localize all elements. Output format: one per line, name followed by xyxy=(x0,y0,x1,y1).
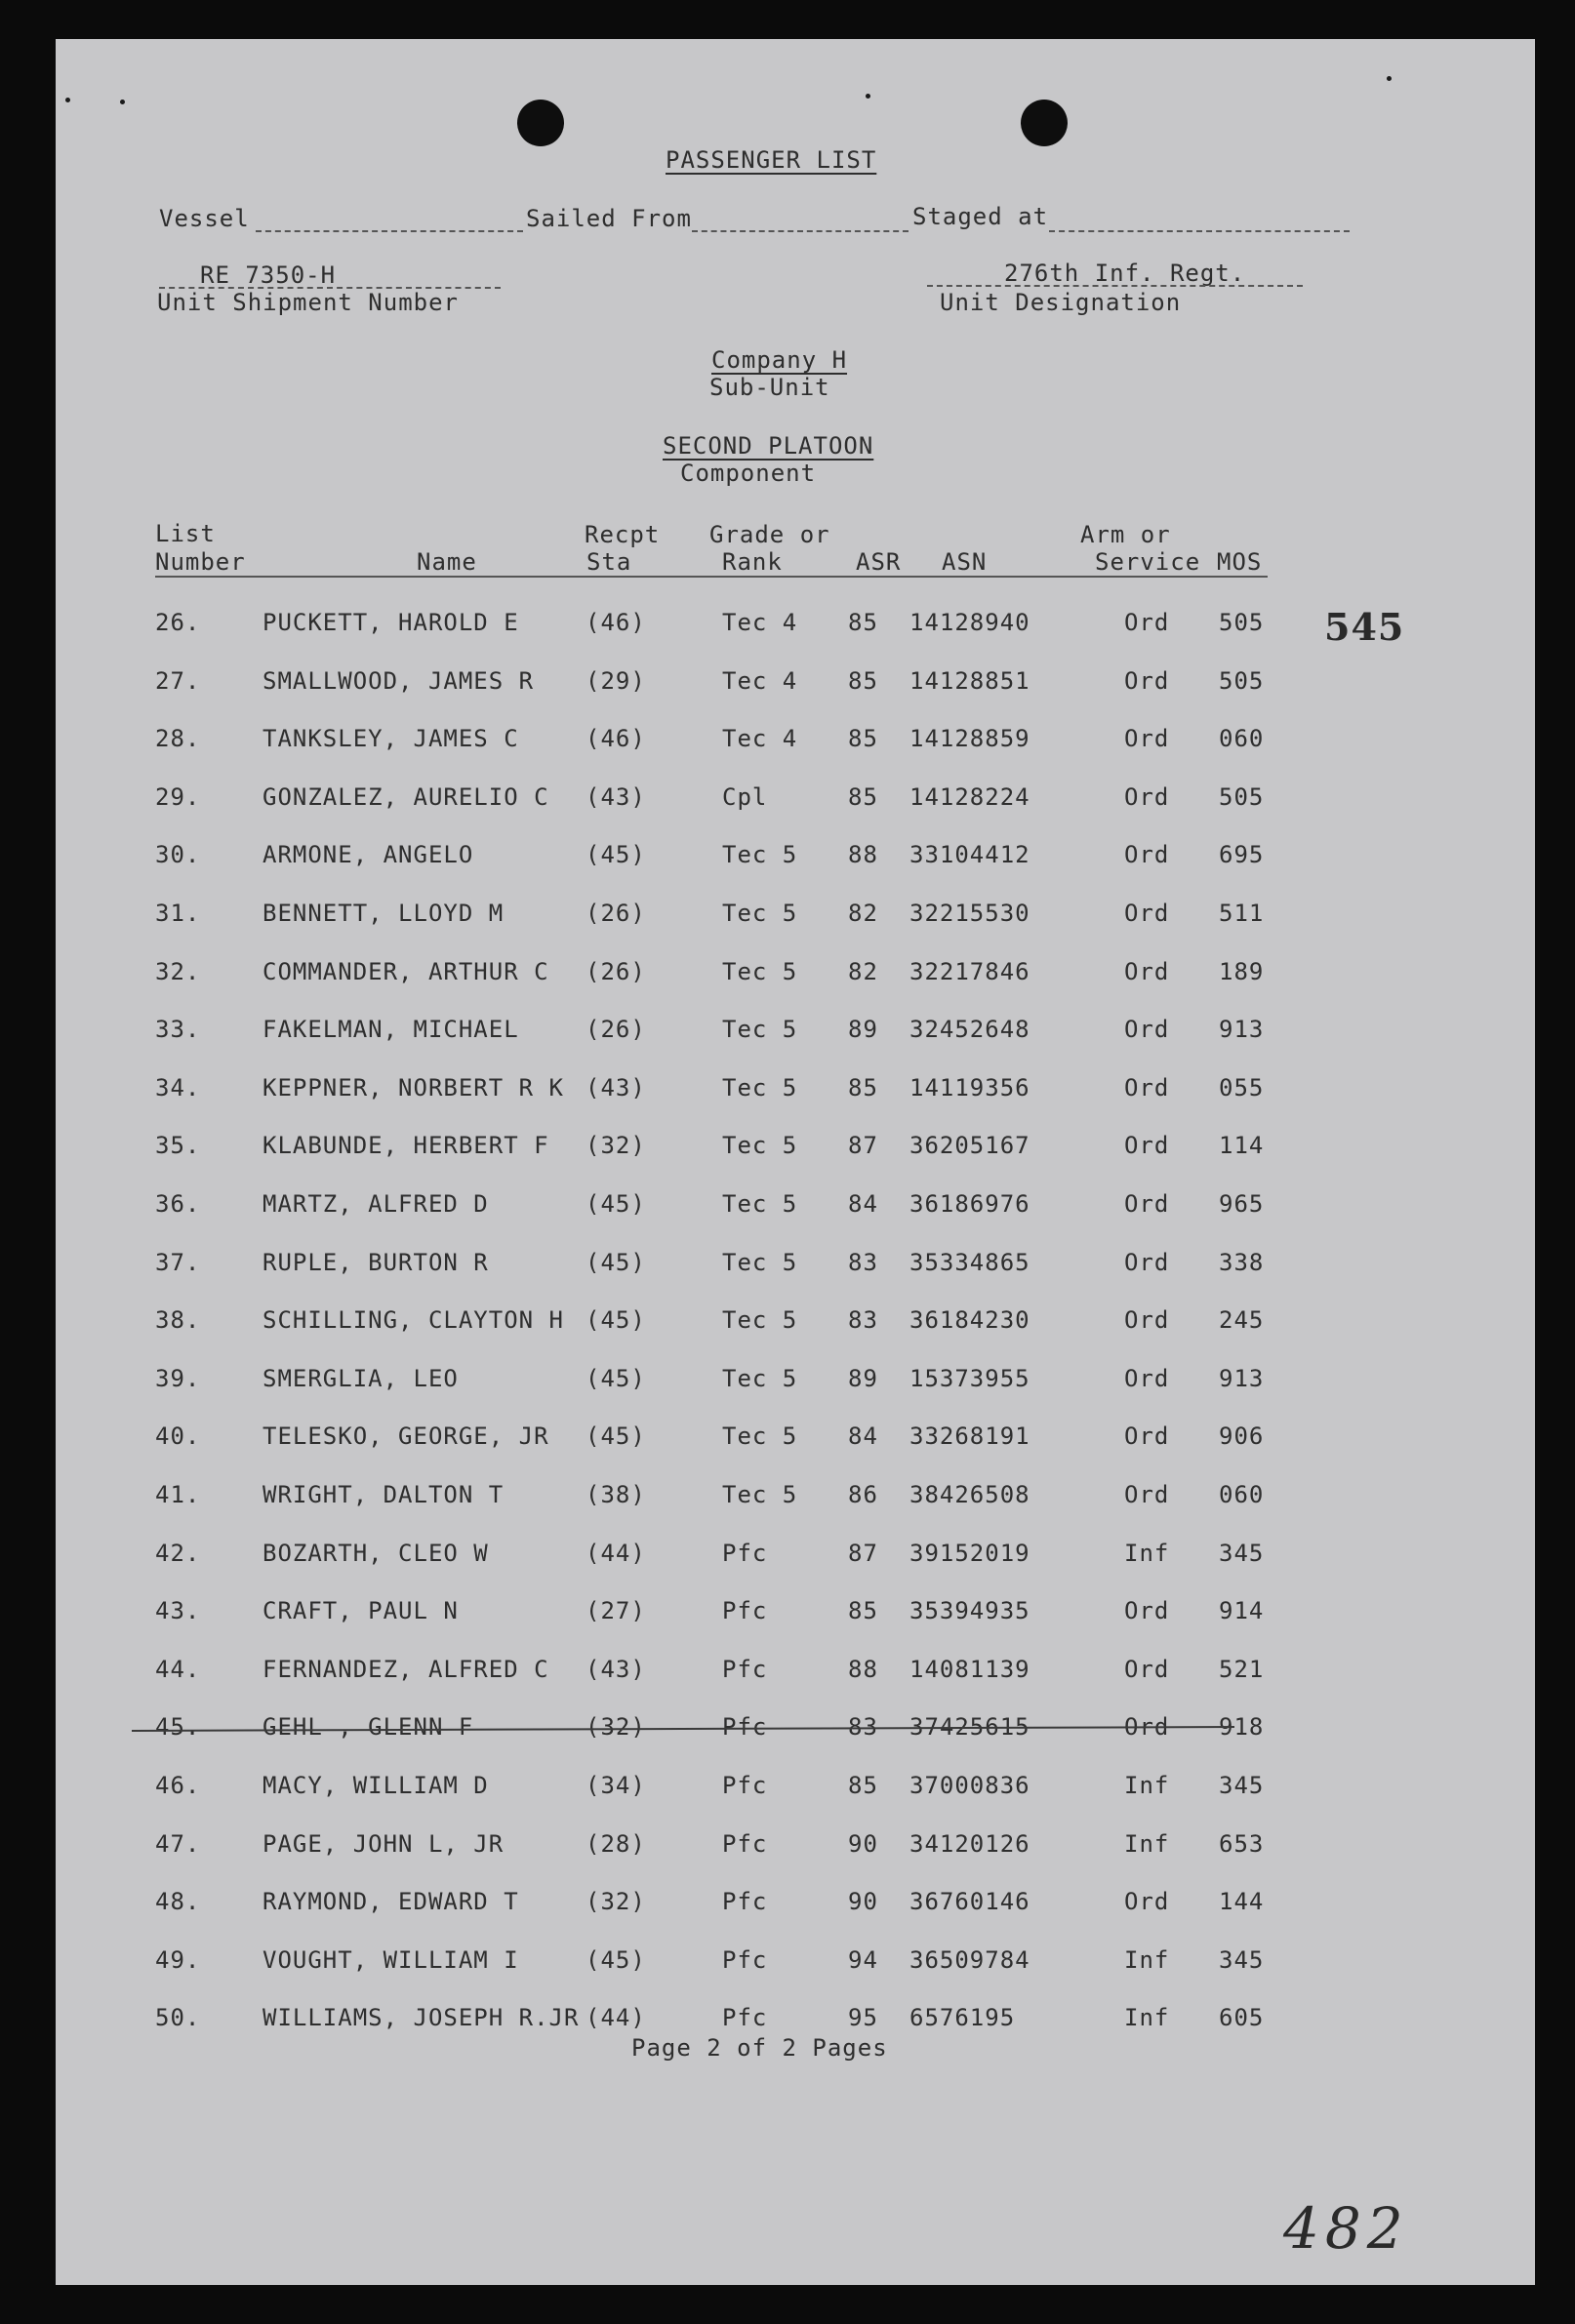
asr-score: 87 xyxy=(848,1132,878,1160)
mos-code: 965 xyxy=(1219,1190,1265,1218)
arm-service: Ord xyxy=(1124,1655,1170,1683)
staged-at-blank xyxy=(1049,230,1350,232)
document-page xyxy=(56,39,1535,2285)
table-row xyxy=(56,719,1535,758)
arm-service: Ord xyxy=(1124,1364,1170,1392)
table-row xyxy=(56,1824,1535,1863)
serial-number: 36186976 xyxy=(909,1190,1030,1218)
mos-code: 695 xyxy=(1219,841,1265,869)
recpt-station: (27) xyxy=(586,1597,646,1625)
table-row xyxy=(56,952,1535,991)
col-arm-top: Arm or xyxy=(1080,521,1171,548)
asr-score: 83 xyxy=(848,1713,878,1742)
asr-score: 82 xyxy=(848,957,878,985)
col-name: Name xyxy=(417,548,477,576)
recpt-station: (28) xyxy=(586,1829,646,1858)
serial-number: 36205167 xyxy=(909,1132,1030,1160)
table-row xyxy=(56,1998,1535,2037)
passenger-name: TANKSLEY, JAMES C xyxy=(262,725,519,753)
serial-number: 14128224 xyxy=(909,782,1030,811)
grade-rank: Pfc xyxy=(722,1539,768,1567)
mos-code: 918 xyxy=(1219,1713,1265,1742)
passenger-name: FAKELMAN, MICHAEL xyxy=(262,1016,519,1044)
asr-score: 85 xyxy=(848,609,878,636)
arm-service: Inf xyxy=(1124,1945,1170,1974)
col-asn: ASN xyxy=(942,548,988,576)
serial-number: 33268191 xyxy=(909,1422,1030,1451)
recpt-station: (32) xyxy=(586,1132,646,1160)
asr-score: 84 xyxy=(848,1422,878,1451)
passenger-name: BENNETT, LLOYD M xyxy=(262,900,505,927)
passenger-name: PUCKETT, HAROLD E xyxy=(262,609,519,636)
serial-number: 14128859 xyxy=(909,725,1030,753)
unit-designation-label: Unit Designation xyxy=(940,289,1182,316)
arm-service: Ord xyxy=(1124,1888,1170,1916)
mos-code: 144 xyxy=(1219,1888,1265,1916)
asr-score: 89 xyxy=(848,1016,878,1044)
arm-service: Ord xyxy=(1124,1597,1170,1625)
arm-service: Ord xyxy=(1124,609,1170,636)
grade-rank: Tec 5 xyxy=(722,1364,798,1392)
passenger-name: GONZALEZ, AURELIO C xyxy=(262,782,549,811)
recpt-station: (29) xyxy=(586,666,646,695)
table-row xyxy=(56,1766,1535,1805)
grade-rank: Tec 5 xyxy=(722,841,798,869)
passenger-name: BOZARTH, CLEO W xyxy=(262,1539,489,1567)
arm-service: Ord xyxy=(1124,666,1170,695)
row-number: 35. xyxy=(155,1132,201,1160)
col-mos: MOS xyxy=(1217,548,1263,576)
serial-number: 32215530 xyxy=(909,900,1030,927)
table-row xyxy=(56,1534,1535,1573)
staged-at-label: Staged at xyxy=(912,203,1049,230)
mos-code: 511 xyxy=(1219,900,1265,927)
unit-shipment-number: RE 7350-H xyxy=(200,261,337,289)
table-row xyxy=(56,1882,1535,1921)
mos-code: 653 xyxy=(1219,1829,1265,1858)
mos-code: 060 xyxy=(1219,1481,1265,1508)
arm-service: Ord xyxy=(1124,1422,1170,1451)
recpt-station: (44) xyxy=(586,2004,646,2032)
arm-service: Inf xyxy=(1124,2004,1170,2032)
asr-score: 85 xyxy=(848,1073,878,1102)
mos-code: 345 xyxy=(1219,1772,1265,1799)
unit-designation: 276th Inf. Regt. xyxy=(1004,260,1246,287)
row-number: 34. xyxy=(155,1073,201,1102)
row-number: 50. xyxy=(155,2004,201,2032)
serial-number: 14081139 xyxy=(909,1655,1030,1683)
recpt-station: (45) xyxy=(586,1945,646,1974)
speck xyxy=(1387,76,1392,81)
recpt-station: (45) xyxy=(586,841,646,869)
arm-service: Ord xyxy=(1124,1190,1170,1218)
asr-score: 85 xyxy=(848,782,878,811)
grade-rank: Tec 4 xyxy=(722,666,798,695)
serial-number: 36184230 xyxy=(909,1306,1030,1335)
mos-code: 913 xyxy=(1219,1364,1265,1392)
sailed-from-label: Sailed From xyxy=(526,205,692,232)
passenger-name: CRAFT, PAUL N xyxy=(262,1597,459,1625)
col-asr: ASR xyxy=(856,548,902,576)
row-number: 32. xyxy=(155,957,201,985)
row-number: 39. xyxy=(155,1364,201,1392)
serial-number: 33104412 xyxy=(909,841,1030,869)
mos-code: 060 xyxy=(1219,725,1265,753)
arm-service: Ord xyxy=(1124,957,1170,985)
recpt-station: (43) xyxy=(586,1073,646,1102)
recpt-station: (26) xyxy=(586,900,646,927)
col-list-top: List xyxy=(155,520,216,547)
recpt-station: (32) xyxy=(586,1888,646,1916)
serial-number: 6576195 xyxy=(909,2004,1016,2032)
asr-score: 88 xyxy=(848,1655,878,1683)
mos-code: 345 xyxy=(1219,1945,1265,1974)
grade-rank: Pfc xyxy=(722,1888,768,1916)
table-row xyxy=(56,1417,1535,1456)
arm-service: Ord xyxy=(1124,1016,1170,1044)
recpt-station: (45) xyxy=(586,1306,646,1335)
row-number: 48. xyxy=(155,1888,201,1916)
table-row xyxy=(56,1301,1535,1340)
recpt-station: (46) xyxy=(586,725,646,753)
row-number: 27. xyxy=(155,666,201,695)
grade-rank: Pfc xyxy=(722,1772,768,1799)
table-row xyxy=(56,1068,1535,1107)
recpt-station: (45) xyxy=(586,1422,646,1451)
row-number: 40. xyxy=(155,1422,201,1451)
asr-score: 83 xyxy=(848,1306,878,1335)
row-number: 38. xyxy=(155,1306,201,1335)
passenger-name: RAYMOND, EDWARD T xyxy=(262,1888,519,1916)
speck xyxy=(866,94,870,99)
asr-score: 86 xyxy=(848,1481,878,1508)
recpt-station: (46) xyxy=(586,609,646,636)
speck xyxy=(65,98,70,102)
grade-rank: Pfc xyxy=(722,1713,768,1742)
mos-code: 189 xyxy=(1219,957,1265,985)
recpt-station: (26) xyxy=(586,1016,646,1044)
mos-code: 114 xyxy=(1219,1132,1265,1160)
col-list-bottom: Number xyxy=(155,548,246,576)
grade-rank: Tec 5 xyxy=(722,1248,798,1276)
mos-code: 505 xyxy=(1219,782,1265,811)
passenger-name: VOUGHT, WILLIAM I xyxy=(262,1945,519,1974)
table-row xyxy=(56,603,1535,642)
grade-rank: Pfc xyxy=(722,1945,768,1974)
document-title: PASSENGER LIST xyxy=(666,146,877,174)
asr-score: 88 xyxy=(848,841,878,869)
recpt-station: (43) xyxy=(586,1655,646,1683)
col-grade-top: Grade or xyxy=(709,521,830,548)
grade-rank: Pfc xyxy=(722,2004,768,2032)
passenger-name: RUPLE, BURTON R xyxy=(262,1248,489,1276)
row-number: 36. xyxy=(155,1190,201,1218)
grade-rank: Pfc xyxy=(722,1597,768,1625)
arm-service: Inf xyxy=(1124,1539,1170,1567)
arm-service: Inf xyxy=(1124,1772,1170,1799)
row-number: 46. xyxy=(155,1772,201,1799)
vessel-label: Vessel xyxy=(159,205,250,232)
row-number: 30. xyxy=(155,841,201,869)
grade-rank: Tec 5 xyxy=(722,957,798,985)
serial-number: 32452648 xyxy=(909,1016,1030,1044)
table-row xyxy=(56,778,1535,817)
table-row xyxy=(56,1707,1535,1746)
grade-rank: Tec 5 xyxy=(722,1016,798,1044)
asr-score: 95 xyxy=(848,2004,878,2032)
arm-service: Ord xyxy=(1124,1248,1170,1276)
asr-score: 83 xyxy=(848,1248,878,1276)
arm-service: Ord xyxy=(1124,725,1170,753)
serial-number: 35394935 xyxy=(909,1597,1030,1625)
grade-rank: Tec 5 xyxy=(722,1132,798,1160)
serial-number: 14128940 xyxy=(909,609,1030,636)
passenger-name: COMMANDER, ARTHUR C xyxy=(262,957,549,985)
arm-service: Ord xyxy=(1124,1132,1170,1160)
mos-code: 505 xyxy=(1219,666,1265,695)
table-row xyxy=(56,1126,1535,1165)
table-row xyxy=(56,894,1535,933)
asr-score: 89 xyxy=(848,1364,878,1392)
row-number: 26. xyxy=(155,609,201,636)
page-footer: Page 2 of 2 Pages xyxy=(631,2034,888,2062)
recpt-station: (45) xyxy=(586,1248,646,1276)
mos-code: 521 xyxy=(1219,1655,1265,1683)
grade-rank: Tec 5 xyxy=(722,1422,798,1451)
row-number: 37. xyxy=(155,1248,201,1276)
asr-score: 84 xyxy=(848,1190,878,1218)
component-value: SECOND PLATOON xyxy=(663,432,874,460)
page-stamp-number: 545 xyxy=(1324,605,1405,649)
serial-number: 15373955 xyxy=(909,1364,1030,1392)
arm-service: Ord xyxy=(1124,900,1170,927)
serial-number: 14119356 xyxy=(909,1073,1030,1102)
table-row xyxy=(56,1184,1535,1223)
col-grade-bottom: Rank xyxy=(722,548,783,576)
mos-code: 913 xyxy=(1219,1016,1265,1044)
component-label: Component xyxy=(680,460,817,487)
serial-number: 39152019 xyxy=(909,1539,1030,1567)
sub-unit-label: Sub-Unit xyxy=(709,374,830,401)
arm-service: Ord xyxy=(1124,1713,1170,1742)
row-number: 47. xyxy=(155,1829,201,1858)
row-number: 45. xyxy=(155,1713,201,1742)
col-recpt-bottom: Sta xyxy=(586,548,632,576)
vessel-blank xyxy=(256,230,523,232)
asr-score: 82 xyxy=(848,900,878,927)
arm-service: Ord xyxy=(1124,1306,1170,1335)
grade-rank: Tec 5 xyxy=(722,900,798,927)
table-row xyxy=(56,661,1535,701)
passenger-name: SMALLWOOD, JAMES R xyxy=(262,666,535,695)
serial-number: 36509784 xyxy=(909,1945,1030,1974)
arm-service: Ord xyxy=(1124,841,1170,869)
row-number: 29. xyxy=(155,782,201,811)
row-number: 42. xyxy=(155,1539,201,1567)
grade-rank: Tec 5 xyxy=(722,1306,798,1335)
sub-unit-value: Company H xyxy=(711,346,848,374)
grade-rank: Tec 5 xyxy=(722,1481,798,1508)
grade-rank: Tec 5 xyxy=(722,1190,798,1218)
recpt-station: (38) xyxy=(586,1481,646,1508)
row-number: 43. xyxy=(155,1597,201,1625)
mos-code: 505 xyxy=(1219,609,1265,636)
passenger-name: FERNANDEZ, ALFRED C xyxy=(262,1655,549,1683)
asr-score: 90 xyxy=(848,1888,878,1916)
unit-designation-blank xyxy=(927,285,1303,287)
recpt-station: (34) xyxy=(586,1772,646,1799)
recpt-station: (45) xyxy=(586,1364,646,1392)
speck xyxy=(120,100,125,104)
recpt-station: (26) xyxy=(586,957,646,985)
asr-score: 85 xyxy=(848,725,878,753)
serial-number: 37425615 xyxy=(909,1713,1030,1742)
passenger-name: GEHL , GLENN F xyxy=(262,1713,474,1742)
passenger-name: TELESKO, GEORGE, JR xyxy=(262,1422,549,1451)
mos-code: 245 xyxy=(1219,1306,1265,1335)
row-number: 44. xyxy=(155,1655,201,1683)
arm-service: Inf xyxy=(1124,1829,1170,1858)
passenger-name: WILLIAMS, JOSEPH R.JR xyxy=(262,2004,580,2032)
handwritten-page-number: 482 xyxy=(1283,2195,1409,2262)
serial-number: 32217846 xyxy=(909,957,1030,985)
table-row xyxy=(56,1650,1535,1689)
serial-number: 37000836 xyxy=(909,1772,1030,1799)
passenger-name: SMERGLIA, LEO xyxy=(262,1364,459,1392)
row-number: 49. xyxy=(155,1945,201,1974)
asr-score: 87 xyxy=(848,1539,878,1567)
passenger-name: SCHILLING, CLAYTON H xyxy=(262,1306,564,1335)
recpt-station: (32) xyxy=(586,1713,646,1742)
passenger-name: MACY, WILLIAM D xyxy=(262,1772,489,1799)
serial-number: 38426508 xyxy=(909,1481,1030,1508)
grade-rank: Cpl xyxy=(722,782,768,811)
passenger-name: MARTZ, ALFRED D xyxy=(262,1190,489,1218)
asr-score: 85 xyxy=(848,1772,878,1799)
row-number: 31. xyxy=(155,900,201,927)
arm-service: Ord xyxy=(1124,1481,1170,1508)
mos-code: 338 xyxy=(1219,1248,1265,1276)
grade-rank: Tec 4 xyxy=(722,609,798,636)
passenger-name: ARMONE, ANGELO xyxy=(262,841,474,869)
table-row xyxy=(56,1243,1535,1282)
sailed-from-blank xyxy=(692,230,909,232)
table-row xyxy=(56,1010,1535,1049)
serial-number: 36760146 xyxy=(909,1888,1030,1916)
mos-code: 055 xyxy=(1219,1073,1265,1102)
row-number: 41. xyxy=(155,1481,201,1508)
mos-code: 345 xyxy=(1219,1539,1265,1567)
passenger-name: KEPPNER, NORBERT R K xyxy=(262,1073,564,1102)
punch-hole-left xyxy=(517,100,564,146)
header-underline xyxy=(155,576,1268,578)
asr-score: 94 xyxy=(848,1945,878,1974)
asr-score: 85 xyxy=(848,666,878,695)
recpt-station: (44) xyxy=(586,1539,646,1567)
table-row xyxy=(56,1941,1535,1980)
table-row xyxy=(56,1591,1535,1630)
serial-number: 35334865 xyxy=(909,1248,1030,1276)
unit-shipment-label: Unit Shipment Number xyxy=(157,289,459,316)
col-arm-bottom: Service xyxy=(1095,548,1201,576)
row-number: 28. xyxy=(155,725,201,753)
recpt-station: (43) xyxy=(586,782,646,811)
serial-number: 14128851 xyxy=(909,666,1030,695)
passenger-name: KLABUNDE, HERBERT F xyxy=(262,1132,549,1160)
passenger-name: PAGE, JOHN L, JR xyxy=(262,1829,505,1858)
asr-score: 90 xyxy=(848,1829,878,1858)
serial-number: 34120126 xyxy=(909,1829,1030,1858)
col-recpt-top: Recpt xyxy=(585,521,661,548)
arm-service: Ord xyxy=(1124,782,1170,811)
grade-rank: Pfc xyxy=(722,1829,768,1858)
punch-hole-right xyxy=(1021,100,1068,146)
passenger-name: WRIGHT, DALTON T xyxy=(262,1481,505,1508)
grade-rank: Tec 5 xyxy=(722,1073,798,1102)
arm-service: Ord xyxy=(1124,1073,1170,1102)
table-row xyxy=(56,1359,1535,1398)
grade-rank: Pfc xyxy=(722,1655,768,1683)
row-number: 33. xyxy=(155,1016,201,1044)
grade-rank: Tec 4 xyxy=(722,725,798,753)
table-row xyxy=(56,835,1535,874)
asr-score: 85 xyxy=(848,1597,878,1625)
table-row xyxy=(56,1475,1535,1514)
mos-code: 605 xyxy=(1219,2004,1265,2032)
mos-code: 906 xyxy=(1219,1422,1265,1451)
recpt-station: (45) xyxy=(586,1190,646,1218)
mos-code: 914 xyxy=(1219,1597,1265,1625)
